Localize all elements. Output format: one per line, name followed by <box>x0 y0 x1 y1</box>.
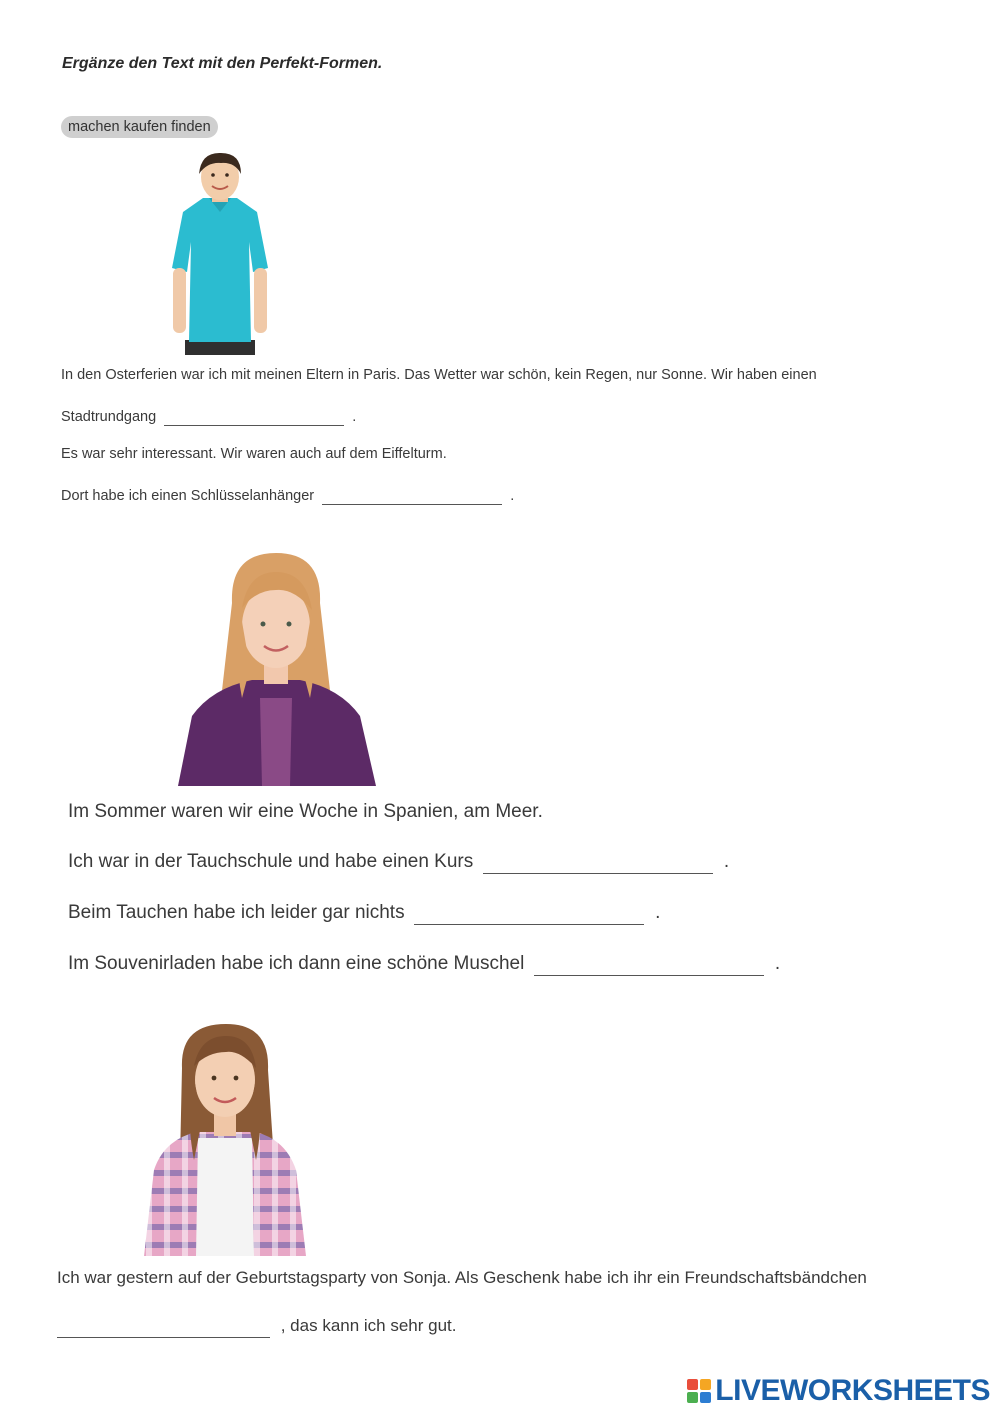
section1-line1: In den Osterferien war ich mit meinen Eltern in Paris. Das Wetter war schön, kein Regen, nur Sonne. Wir haben einen <box>61 367 817 383</box>
answer-input-4[interactable] <box>414 902 644 925</box>
section2-line2-period: . <box>723 851 730 872</box>
section3-line2 <box>57 1316 457 1338</box>
red-haired-girl-photo <box>172 548 380 786</box>
section1-line2-text: Stadtrundgang <box>61 409 157 425</box>
section2-line3-period: . <box>655 902 661 923</box>
answer-input-2[interactable] <box>322 486 502 505</box>
section2-line4 <box>68 953 780 976</box>
section2-line4-text: Im Souvenirladen habe ich dann eine schöne Muschel <box>68 953 525 974</box>
logo-text: LIVEWORKSHEETS <box>715 1374 990 1407</box>
section3-line2-text: , das kann ich sehr gut. <box>280 1316 457 1335</box>
section2-line3-text: Beim Tauchen habe ich leider gar nichts <box>68 902 405 923</box>
section1-line3: Es war sehr interessant. Wir waren auch auf dem Eiffelturm. <box>61 446 447 462</box>
word-bank: machen kaufen finden <box>61 116 218 138</box>
section1-line4-period: . <box>510 488 515 504</box>
liveworksheets-logo <box>687 1374 990 1408</box>
section2-line1: Im Sommer waren wir eine Woche in Spanien, am Meer. <box>68 801 543 822</box>
answer-input-5[interactable] <box>534 953 764 976</box>
section1-line4 <box>61 486 514 505</box>
answer-input-6[interactable] <box>57 1317 270 1338</box>
answer-input-3[interactable] <box>483 851 713 874</box>
answer-input-1[interactable] <box>164 407 344 426</box>
section2-line3 <box>68 902 660 925</box>
section2-line2 <box>68 851 729 874</box>
section1-line4-text: Dort habe ich einen Schlüsselanhänger <box>61 488 315 504</box>
brown-haired-girl-photo <box>140 1020 308 1256</box>
boy-photo <box>165 150 275 355</box>
section2-line4-period: . <box>774 953 781 974</box>
section3-line1: Ich war gestern auf der Geburtstagsparty von Sonja. Als Geschenk habe ich ihr ein Freundschaftsbändchen <box>57 1268 867 1287</box>
section1-line2-period: . <box>352 409 357 425</box>
logo-mark-icon <box>687 1379 711 1403</box>
instruction-heading: Ergänze den Text mit den Perfekt-Formen. <box>62 55 383 72</box>
section1-line2 <box>61 407 356 426</box>
section2-line2-text: Ich war in der Tauchschule und habe einen Kurs <box>68 851 474 872</box>
